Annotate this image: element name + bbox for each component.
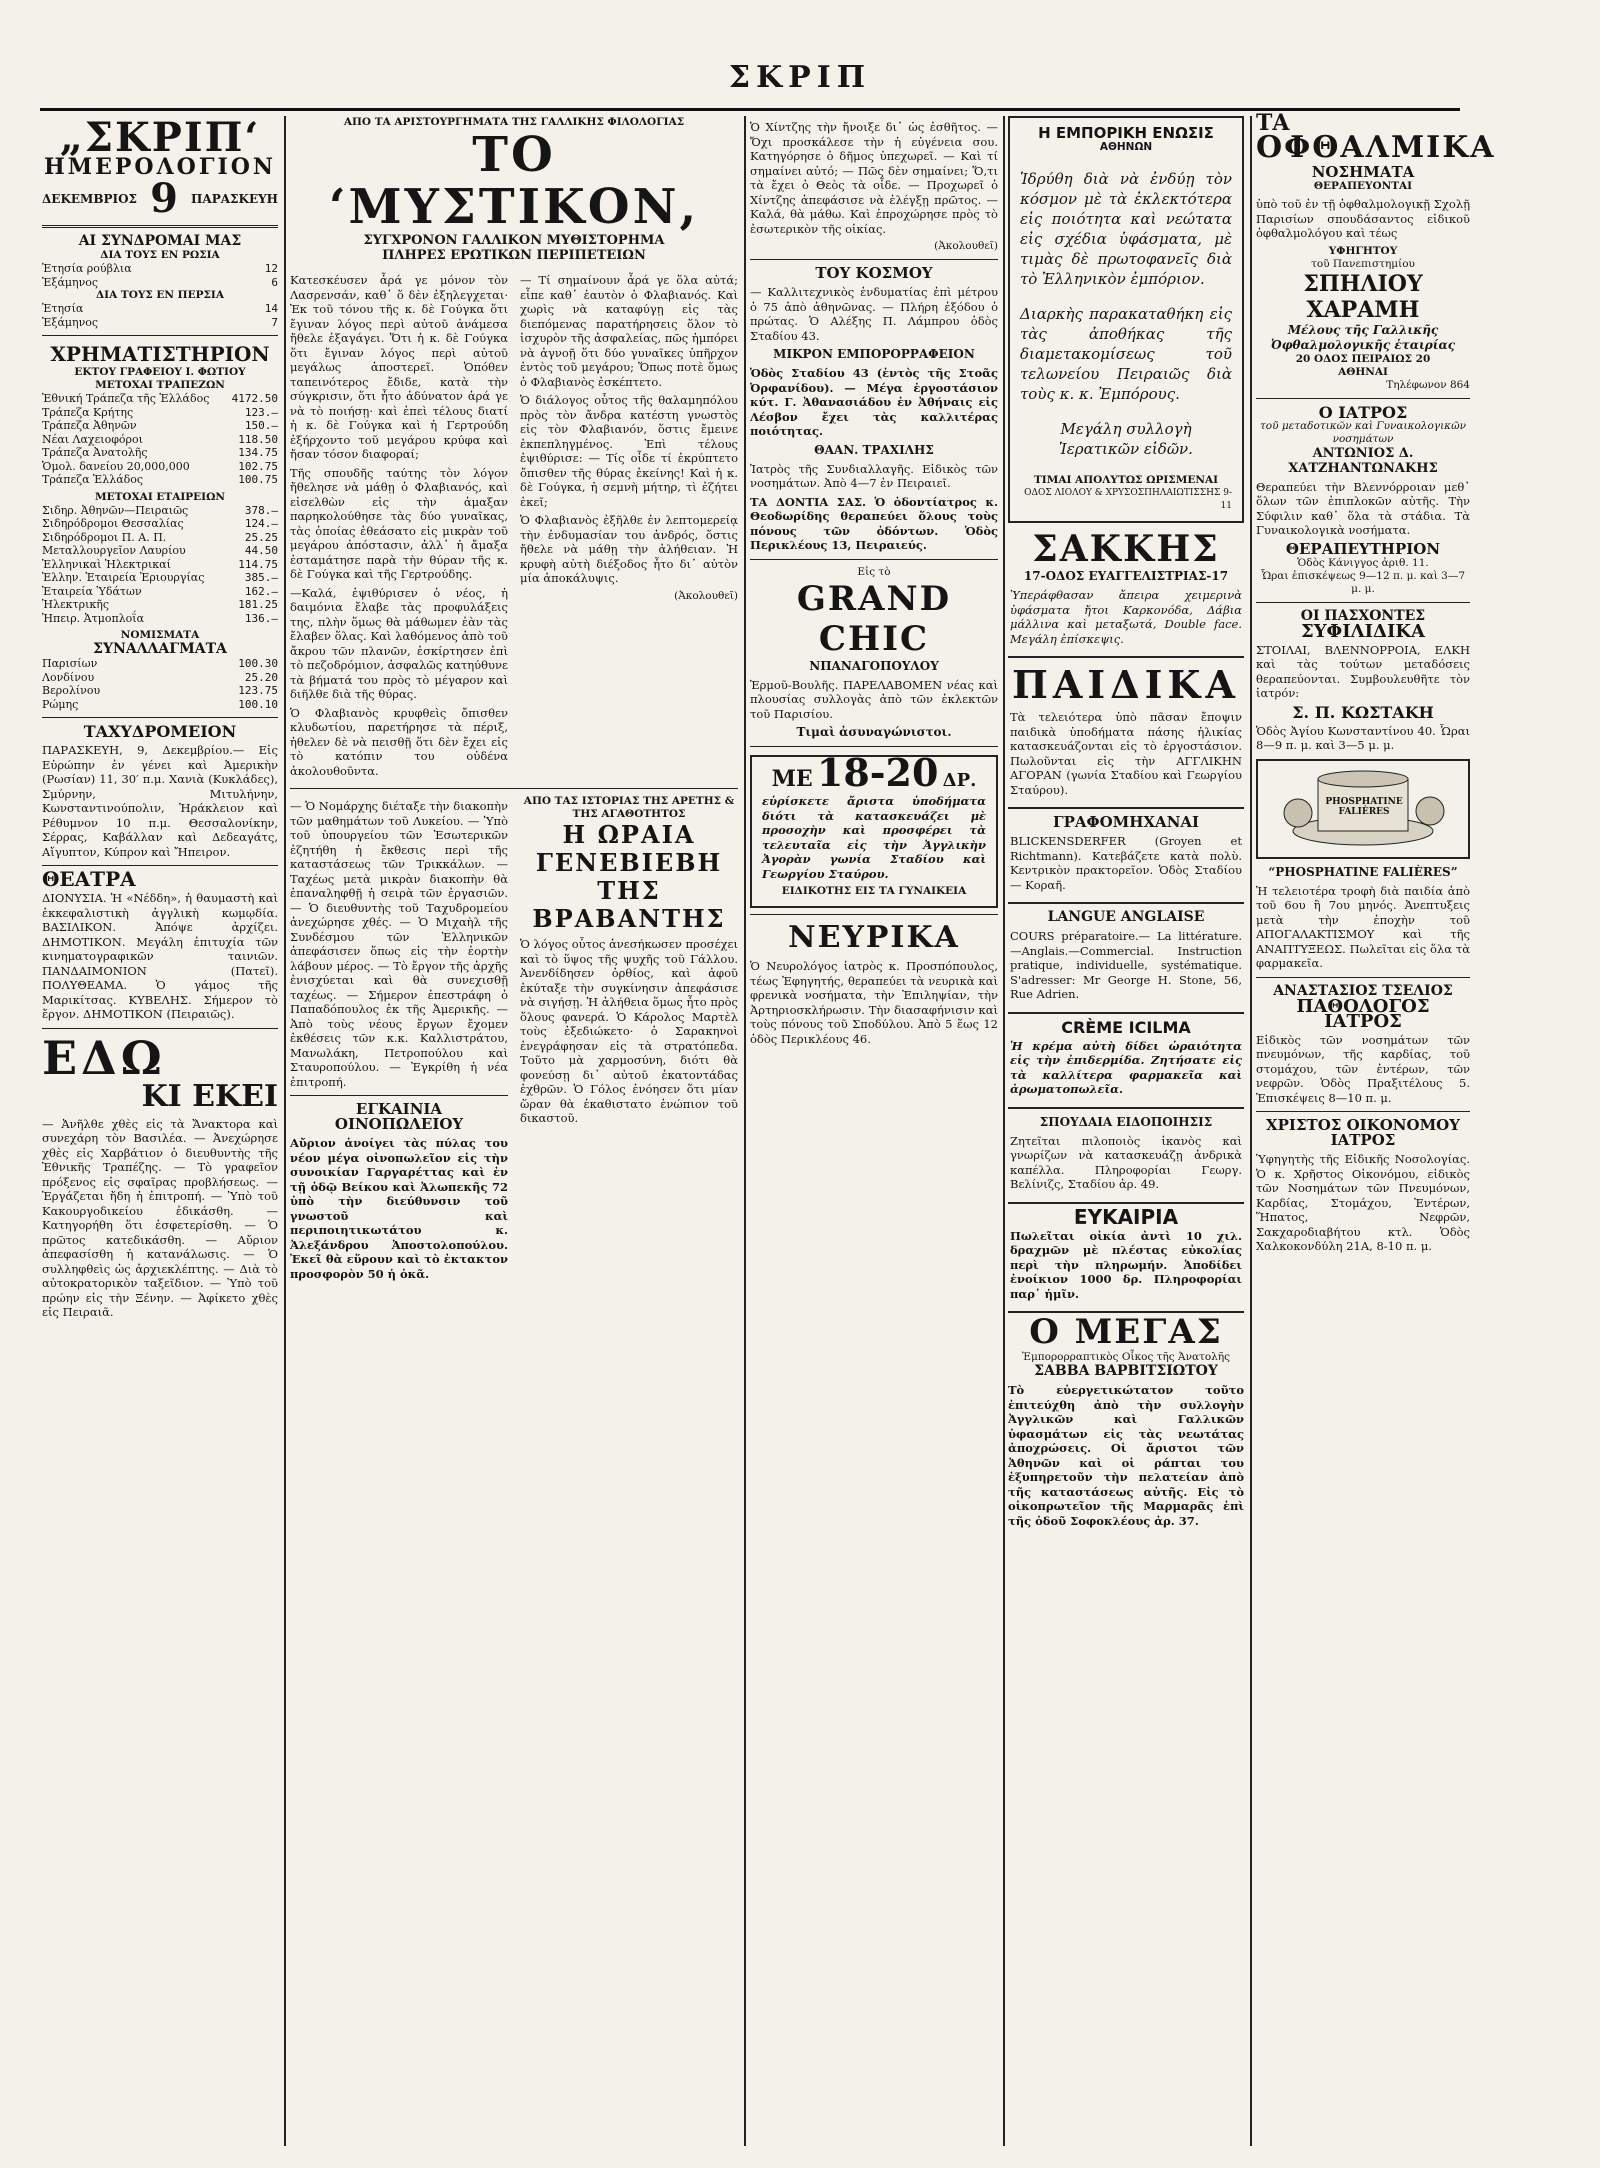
serial-columns xyxy=(290,269,738,782)
row-label: Τράπεζα Ἀνατολῆς xyxy=(42,446,148,459)
syphil-text: ΣΤΟΙΛΑΙ, ΒΛΕΝΝΟΡΡΟΙΑ, ΕΛΚΗ καὶ τὰς τούτων μεταδόσεις θεραπεύονται. Συμβουλευθῆτε τὸν ἰατρόν: xyxy=(1256,642,1470,700)
row-label: Ἐξάμηνος xyxy=(42,315,99,329)
row-label: Μεταλλουργεῖον Λαυρίου xyxy=(42,544,186,557)
row-value: 378.— xyxy=(244,503,278,517)
paragraph: Τῆς σπουδῆς ταύτης τὸν λόγον ἤθελησε νὰ μάθῃ ὁ Φλαβιανός, καὶ εἰσελθὼν εἰς τὴν ἁμαξαν παρηκολούθησε τὰς δύο γυναῖκας, τὰς ὁποίας ἐθεάσατο εἰς μικρὰν τοῦ μεγάρου ἀπόστασιν, ἀλλ᾽ ἡ ἄμαξα ἐσταμάτησε παρὰ τὴν θύραν τῆς κ. δὲ Γούγκα καὶ τῆς Γερτρούδης. xyxy=(290,465,508,581)
virtue-title-2: ΤΗΣ ΒΡΑΒΑΝΤΗΣ xyxy=(532,876,726,933)
shares-row xyxy=(42,531,278,545)
megas-subtitle: Ἐμπορορραπτικὸς Οἶκος τῆς Ἀνατολῆς xyxy=(1021,1351,1231,1363)
megas-title: Ο ΜΕΓΑΣ xyxy=(1029,1312,1223,1352)
virtue-text: Ὁ λόγος οὗτος ἀνεσήκωσεν προσέχει καὶ τὸ ὕψος τῆς ψυχῆς τοῦ Γάλλου. Ἀνενδίδησεν ὀρθίος, καὶ ἀφοῦ ἐκύταξε τὴν συγκίνησιν ἀπεφάσισε νὰ σιγήσῃ. Ἡ ἀλήθεια ὅμως ἦτο πρὸς ὅλους φανερά. Ὁ Κάρολος Μαρτὲλ τοὺς ἐξεδιώκετο· ὁ Σαρακηνοὶ ἐνεγράφησαν εἰς τὰ στρατόπεδα. Τοῦτο μὰ χαρμοσύνη, διότι θὰ φονεύσῃ δι᾽ αὐτοῦ ἐκατοντάδας ἐχθρῶν. Ὁ Γόλος ἐνόησεν ὅτι μίαν ὥραν θὰ ἐκαθιστατο ἐνώπιον τοῦ δικαστοῦ. xyxy=(520,937,738,1125)
story-continued: Ὁ Χίντζης τὴν ἤνοιξε δι᾽ ὡς ἐσθῆτος. — Ὄχι προσκάλεσε τὴν ἡ εὐγένεια σου. Κατηγόρησε ὁ δῆμος ὑπεχωρεῖ. — Καὶ τί σημαίνει αὐτό; — Πῶς δὲν σημαίνει; Ὅ,τι τὰ ἔχει ὁ Θεὸς τὰ οἶδε. — Προχωρεῖ ὁ Χίντζης ἀπεφάσισε νὰ ἐλέγξῃ πρῶτος. — Καλά, θὰ μάθω. Καὶ ἐπροχώρησε πρὸς τὸ ἐσωτερικὸν τῆς οἰκίας. xyxy=(750,120,998,236)
langue-title: LANGUE ANGLAISE xyxy=(1047,909,1205,925)
paragraph: Κατεσκέυσεν ἆρά γε μόνον τὸν Λασρενσάν, καθ᾽ ὅ δὲν ἐξηλεγχεται· Ἐκ τοῦ τόνου τῆς κ. δὲ Γούγκα ὅτι ἔγιναν λόγος περὶ αὐτοῦ ἀνάμεσα ἤθελε ἐξαγάγει. Ὅτι ἡ κ. δὲ Γούγκα ὅτι ἔγιναν λόγος περὶ αὐτοῦ μεγάλως ἀποστερεῖ. Ὁπόθεν ταπεινότερος ἔδιδε, κατὰ τὴν σύγκρισιν, ὅτι ἦτο ἀδύνατον ἀρά γε νὰ τὸ ποιήσῃ· καὶ ἐπεὶ τέλους διατί ἡ κ. δὲ Γούγκα καὶ ἡ Γερτρούδη ἐξήρχοντο τοῦ μεγάρου κρύφα καὶ ἤσαν τόσον διαφοραί; xyxy=(290,273,508,461)
shares-title: ΜΕΤΟΧΑΙ ΕΤΑΙΡΕΙΩΝ xyxy=(94,490,226,503)
row-label: Ὁμολ. δανείου 20,000,000 xyxy=(42,459,190,473)
column-divider xyxy=(1003,116,1005,2146)
ophth-ta: ΤΑ xyxy=(1256,110,1290,136)
union-text: Ἱδρύθη διὰ νὰ ἐνδύῃ τὸν κόσμον μὲ τὰ ἐκλεκτότερα εἰς ποιότητα καὶ νεώτατα εἰς σχέδια ὑφάσματα, μὲ τιμὰς δὲ πρωτοφανεῖς διὰ τὸ Ἑλληνικὸν ἐμπόριον. xyxy=(1020,170,1232,288)
creme-title: CRÈME ICILMA xyxy=(1061,1017,1191,1037)
ophth-address: 20 ΟΔΟΣ ΠΕΙΡΑΙΩΣ 20 xyxy=(1295,352,1431,365)
serial-subtitle: ΣΥΓΧΡΟΝΟΝ ΓΑΛΛΙΚΟΝ ΜΥΘΙΣΤΟΡΗΜΑ xyxy=(363,233,665,248)
coins-title: ΝΟΜΙΣΜΑΤΑ xyxy=(120,629,200,641)
sakkis-address: 17-ΟΔΟΣ ΕΥΑΓΓΕΛΙΣΤΡΙΑΣ-17 xyxy=(1023,569,1229,583)
row-value: 100.30 xyxy=(238,657,278,670)
almanac-date xyxy=(42,175,278,222)
shares-row xyxy=(42,558,278,572)
exchange-row xyxy=(42,473,278,487)
union-ad xyxy=(1008,116,1244,523)
column-divider xyxy=(1250,116,1252,2146)
divider xyxy=(1256,398,1470,399)
union-address: ΟΔΟΣ ΛΙΟΛΟΥ & ΧΡΥΣΟΣΠΗΛΑΙΩΤΙΣΣΗΣ 9-11 xyxy=(1024,488,1232,511)
pasxontes-title: ΟΙ ΠΑΣΧΟΝΤΕΣ xyxy=(1300,607,1426,624)
row-value: 181.25 xyxy=(238,598,278,611)
paragraph: Ὁ διάλογος οὗτος τῆς θαλαμηπόλου πρὸς τὸν ἄνδρα κατέστη γνωστὸς εἰς τὸν Φλαβιανόν, ὅστις ἔμεινε ἐκπεπληγμένος. Ἐπὶ τέλους ἐψιθύρισε: — Τίς οἶδε τί ἐκρύπτετο ὄπισθεν τῆς θύρας ἐκείνης! Καὶ ἡ κ. δὲ Γούγκα, ἡ σεμνὴ μήτηρ, τὶ ἐζήτει ἐκεῖ; xyxy=(520,393,738,509)
sakkis-title: ΣΑΚΚΗΣ xyxy=(1032,528,1220,570)
fx-row xyxy=(42,671,278,685)
row-value: 12 xyxy=(264,262,278,275)
shares-row xyxy=(42,504,278,518)
exchange-sub: ΕΚΤΟΥ ΓΡΑΦΕΙΟΥ Ι. ΦΩΤΙΟΥ xyxy=(74,366,246,378)
row-value: 100.75 xyxy=(238,473,278,486)
subscription-row xyxy=(42,276,278,290)
row-label: Ἐξάμηνος xyxy=(42,275,99,289)
exchange-row xyxy=(42,460,278,474)
iatros-title: Ο ΙΑΤΡΟΣ xyxy=(1318,402,1408,422)
shares-row xyxy=(42,544,278,558)
subscription-row xyxy=(42,302,278,316)
edo-title: ΕΔΩ xyxy=(42,1030,166,1085)
sale-price-line xyxy=(762,750,986,795)
exchange-row xyxy=(42,446,278,460)
union-text-2: Διαρκὴς παρακαταθήκη εἰς τὰς ἀποθήκας τῆς διαμετακομίσεως τοῦ τελωνείου Πειραιῶς διὰ τοὺς κ. κ. Ἐμπόρους. xyxy=(1020,305,1232,403)
fx-row xyxy=(42,698,278,712)
serial-subtitle-2: ΠΛΗΡΕΣ ΕΡΩΤΙΚΩΝ ΠΕΡΙΠΕΤΕΙΩΝ xyxy=(382,248,646,263)
edo-text: — Ἀνῆλθε χθὲς εἰς τὰ Ἄνακτορα καὶ συνεχάρη τὸν Βασιλέα. — Ἀνεχώρησε χθὲς εἰς Χαρβάτιον ὁ διευθυντὴς τῆς Ἐθνικῆς Τραπέζης. — Τὸ γραφεῖον πρόξενος εἰς σφαῖρας προβλήσεως. — Ἐργάζεται ἤδη ἡ ἐπιτροπή. — Ὑπὸ τοῦ Κακουργοδικείου ἐδικάσθη. — Κατηγορήθη ὅτι ἐσφετερίσθη. — Ὁ πρῶτος κατεδικάσθη. — Αὔριον ἀπεφασίσθη ἡ κατανάλωσις. — Ὁ συλληφθεὶς ὡς ἀρχιεκλέπτης. — Διὰ τὸ αὐτοκρατορικὸν ταξεῖδιον. — Ὑπὸ τοῦ πρώην εἰς τὴν Ξένην. — Ἀφίκετο χθὲς εἰς Πειραιᾶ. xyxy=(42,1116,278,1319)
eukairia-title: ΕΥΚΑΙΡΙΑ xyxy=(1073,1204,1179,1229)
tselios-title: ΠΑΘΟΛΟΓΟΣ ΙΑΤΡΟΣ xyxy=(1296,995,1430,1032)
theatre-title: ΘΕΑΤΡΑ xyxy=(42,867,136,891)
row-label: Ἑταιρεία Ὑδάτων xyxy=(42,584,142,598)
megas-text: Τὸ εὐεργετικώτατον τοῦτο ἐπιτεύχθη ἀπὸ τὴν συλλογὴν Ἀγγλικῶν καὶ Γαλλικῶν ὑφασμάτων εἰς τὰς νεωτάτας ἀποχρώσεις. Οἱ ἄριστοι τῶν Ἀθηνῶν καὶ οἱ ράπται του ἐξυπηρετοῦν τὴν πελατείαν ἀπὸ τῆς καταστάσεως αὐτῆς. Εἰς τὸ οἰκοπρωτεῖον τῆς Μαρμαρᾶς ἐπὶ τῆς ὁδοῦ Σοφοκλέους ἀρ. 37. xyxy=(1008,1383,1244,1528)
exchange-row xyxy=(42,419,278,433)
row-value: 114.75 xyxy=(238,557,278,571)
exchange-title: ΧΡΗΜΑΤΙΣΤΗΡΙΟΝ xyxy=(50,342,270,366)
shop-title: ΜΙΚΡΟΝ ΕΜΠΟΡΟΡΡΑΦΕΙΟΝ xyxy=(773,347,975,361)
typewriters-text: BLICKENSDERFER (Groyen et Richtmann). Κατεβάζετε κατὰ πολὺ. Κεντρικὸν πρακτορεῖον. Ὁδὸς Σταδίου — Κοραῆ. xyxy=(1010,834,1242,892)
news-col xyxy=(290,795,508,1285)
phosphatine-illustration xyxy=(1256,759,1470,859)
langue-ad xyxy=(1008,904,1244,1014)
paidika-title: ΠΑΙΔΙΚΑ xyxy=(1012,662,1240,707)
row-value: 124.— xyxy=(244,517,278,530)
spoudaia-title: ΣΠΟΥΔΑΙΑ ΕΙΔΟΠΟΙΗΣΙΣ xyxy=(1039,1114,1213,1129)
subscription-row xyxy=(42,316,278,330)
divider xyxy=(42,717,278,718)
divider xyxy=(750,746,998,747)
divider xyxy=(750,259,998,260)
column-doctors xyxy=(1256,110,1496,2146)
row-label: Λονδίνου xyxy=(42,670,95,684)
exchange-row xyxy=(42,433,278,447)
fx-row xyxy=(42,684,278,698)
divider xyxy=(1256,977,1470,978)
chic-intro: Εἰς τὸ xyxy=(857,565,891,578)
subscription-row xyxy=(42,262,278,276)
column-divider xyxy=(284,116,286,2146)
row-value: 100.10 xyxy=(238,697,278,711)
typewriters-title: ΓΡΑΦΟΜΗΧΑΝΑΙ xyxy=(1052,813,1200,831)
column-ads-b xyxy=(1008,116,1244,2146)
teeth-text: ΤΑ ΔΟΝΤΙΑ ΣΑΣ. Ὁ ὀδοντίατρος κ. Θεοδωρίδης θεραπεύει ὅλους τοὺς πόνους τῶν ὀδόντων. Ὁδὸς Περικλέους 13, Πειραιεύς. xyxy=(750,494,998,552)
sale-price: 18-20 xyxy=(816,750,939,795)
shop-text: Ὁδὸς Σταδίου 43 (ἐντὸς τῆς Στοᾶς Ὀρφανίδου). — Μέγα ἐργοστάσιον κύτ. Γ. Ἀθανασιάδου ἐν Ἀθήναις εἰς Λέσβον ἔχει τὰς καλλιτέρας ποιότητας. xyxy=(750,366,998,438)
serial-kicker: ΑΠΟ ΤΑ ΑΡΙΣΤΟΥΡΓΗΜΑΤΑ ΤΗΣ ΓΑΛΛΙΚΗΣ ΦΙΛΟΛΟΓΙΑΣ xyxy=(343,116,685,128)
continued-credit: (Ἀκολουθεῖ) xyxy=(934,240,998,252)
row-label: Ρώμης xyxy=(42,697,79,711)
spoudaia-ad xyxy=(1008,1109,1244,1204)
eukairia-text: Πωλεῖται οἰκία ἀντὶ 10 χιλ. δραχμῶν μὲ πλέστας εὐκολίας περὶ τὴν πληρωμήν. Ἀποδίδει ἐνοίκιον 1000 δρ. Πληροφορίαι παρ᾽ ἡμῖν. xyxy=(1010,1228,1242,1301)
row-value: 134.75 xyxy=(238,446,278,459)
tselios-name: ΑΝΑΣΤΑΣΙΟΣ ΤΣΕΛΙΟΣ xyxy=(1273,982,1453,999)
kostaki-text: Ὁδὸς Ἀγίου Κωνσταντίνου 40. Ὧραι 8—9 π. μ. καὶ 3—5 μ. μ. xyxy=(1256,723,1470,752)
serial-col-right xyxy=(520,269,738,782)
date-weekday: ΠΑΡΑΣΚΕΥΗ xyxy=(191,191,278,206)
date-month: ΔΕΚΕΜΒΡΙΟΣ xyxy=(42,191,138,206)
theatre-text: ΔΙΟΝΥΣΙΑ. Ἡ «Νέδδη», ἡ θαυμαστὴ καὶ ἐκκεφαλιστικὴ ἀγγλικὴ κωμῳδία. ΒΑΣΙΛΙΚΟΝ. Ἀπόψε ἀρχίζει. ΔΗΜΟΤΙΚΟΝ. Μεγάλη ἐπιτυχία τῶν κινηματογραφικῶν ταινιῶν. ΠΑΝΔΑΙΜΟΝΙΟΝ (Πατεῖ). ΠΟΛΥΘΕΑΜΑ. Ὁ γάμος τῆς Μαρικίτσας. ΚΥΒΕΛΗΣ. Σήμερον τὸ ἔργον. ΔΗΜΟΤΙΚΟΝ (Πειραιῶς). xyxy=(42,891,278,1021)
fx-title: ΣΥΝΑΛΛΑΓΜΑΤΑ xyxy=(93,641,227,657)
divider xyxy=(290,788,738,789)
post-title: ΤΑΧΥΔΡΟΜΕΙΟΝ xyxy=(83,722,237,741)
row-label: Ἑλλην. Ἑταιρεία Ἐριουργίας xyxy=(42,571,205,584)
row-value: 25.20 xyxy=(244,670,278,684)
lower-columns xyxy=(290,795,738,1285)
subscriptions-russia: ΔΙΑ ΤΟΥΣ ΕΝ ΡΩΣΙΑ xyxy=(100,249,220,261)
row-label: Σιδηρόδρομοι Π. Α. Π. xyxy=(42,530,167,544)
row-value: 44.50 xyxy=(244,544,278,557)
nevrika-text: Ὁ Νευρολόγος ἰατρὸς κ. Προσπόπουλος, τέως Ἐφηγητής, θεραπεύει τὰ νευρικὰ καὶ φρενικὰ νοσήματα, τὴν Ἐπιληψίαν, τὴν Ἀρτηριοσκλήρωσιν. Τὴν διασαφήνισιν καὶ τοὺς πόνους τοῦ Σποδύλου. Ἀπὸ 5 ἕως 12 ὁδὸς Περικλέους 46. xyxy=(750,959,998,1046)
ophth-university: τοῦ Πανεπιστημίου xyxy=(1311,257,1415,270)
iatros-subtitle: τοῦ μεταδοτικῶν καὶ Γυναικολογικῶν νοσημάτων xyxy=(1259,419,1467,445)
oinopoleio-title: ΕΓΚΑΙΝΙΑ ΟΙΝΟΠΩΛΕΙΟΥ xyxy=(334,1100,464,1133)
row-label: Νέαι Λαχειοφόροι xyxy=(42,432,143,446)
sale-suffix: ΔΡ. xyxy=(942,770,977,791)
continued-credit: (Ἀκολουθεῖ) xyxy=(674,589,738,602)
ophth-title: ΟΦΘΑΛΜΙΚΑ xyxy=(1256,130,1496,165)
world-title: ΤΟΥ ΚΟΣΜΟΥ xyxy=(815,264,933,282)
sale-ad xyxy=(750,750,998,908)
chic-title: GRAND CHIC xyxy=(796,578,952,659)
fx-row xyxy=(42,657,278,671)
paragraph: Ὁ Φλαβιανὸς ἐξῆλθε ἐν λεπτομερείᾳ τὴν ἐνδυμασίαν του ἀνδρός, ὅστις ἤθελε νὰ μάθῃ τὴν ἀλήθειαν. Ἡ κρυφὴ αὐτὴ διέξοδος ἦτο δι᾽ αὐτὸν μία ἀποκάλυψις. xyxy=(520,513,738,585)
tselios-text: Εἰδικὸς τῶν νοσημάτων τῶν πνευμόνων, τῆς καρδίας, τοῦ στομάχου, τῶν ἐντέρων, τῶν νεφρῶν. Ὁδὸς Πραξιτέλους 5. Ἐπισκέψεις 8—10 π. μ. xyxy=(1256,1032,1470,1105)
paragraph: Ὁ Φλαβιανὸς κρυφθεὶς ὄπισθεν κλυδωτίου, παρετήρησε τὰ πέριξ, ἠθελεν δὲ νὰ πεισθῇ ὅτι δὲν ἔχει εἰς τὸ κατόπιν του οὐδένα ἀκολουθοῦντα. xyxy=(290,705,508,778)
row-value: 162.— xyxy=(244,584,278,598)
exchange-row xyxy=(42,406,278,420)
shares-row xyxy=(42,598,278,612)
row-label: Ἠπειρ. Ἀτμοπλοΐα xyxy=(42,611,145,625)
serial-title: ΤΟ ‘ΜΥΣΤΙΚΟΝ, xyxy=(328,127,700,235)
shares-row xyxy=(42,585,278,599)
iatros-hours: Ὧραι ἐπισκέψεως 9—12 π. μ. καὶ 3—7 μ. μ. xyxy=(1260,569,1466,595)
column-ads-a xyxy=(750,116,998,2146)
sale-text: εὑρίσκετε ἄριστα ὑποδήματα διότι τὰ κατασκευάζει μὲ προσοχὴν καὶ προσφέρει τὰ τελευταῖα εἰς τὴν Ἀγγλικὴν Ἀγορὰν γωνία Σταδίου καὶ Γεωργίου Σταύρου. xyxy=(762,794,986,881)
divider xyxy=(42,865,278,866)
row-label: Τράπεζα Ἑλλάδος xyxy=(42,473,144,486)
divider xyxy=(750,559,998,560)
row-value: 123.75 xyxy=(238,684,278,697)
union-prices: ΤΙΜΑΙ ΑΠΟΛΥΤΩΣ ΩΡΙΣΜΕΝΑΙ xyxy=(1033,474,1218,486)
row-value: 102.75 xyxy=(238,459,278,473)
union-text-3: Μεγάλη συλλογὴ Ἱερατικῶν εἰδῶν. xyxy=(1059,420,1193,458)
divider xyxy=(1256,1111,1470,1112)
almanac-title: „ΣΚΡΙΠ‘ xyxy=(59,114,261,161)
divider xyxy=(42,335,278,336)
phosphatine-caption: “PHOSPHATINE FALIÈRES” xyxy=(1268,864,1458,879)
shares-row xyxy=(42,612,278,626)
thaan-text: Ἰατρὸς τῆς Συνδιαλλαγῆς. Εἰδικὸς τῶν νοσημάτων. Ἀπὸ 4—7 ἐν Πειραιεῖ. xyxy=(750,461,998,490)
world-text: — Καλλιτεχνικὸς ἐνδυματίας ἐπὶ μέτρου ὁ 75 ἀπὸ ἀθηνῶνας. — Πλήρη ἐξόδου ὁ πρώτας. Ὁ Αλέξης Π. Λάμπρου ὁδὸς Σταδίου 43. xyxy=(750,285,998,343)
exchange-row xyxy=(42,392,278,406)
ophth-name: ΣΠΗΛΙΟΥ ΧΑΡΑΜΗ xyxy=(1303,270,1423,323)
thaan-title: ΘΑΑΝ. ΤΡΑΧΙΛΗΣ xyxy=(814,442,934,457)
row-label: Σιδηρ. Ἀθηνῶν—Πειραιῶς xyxy=(42,503,189,517)
paidika-ad xyxy=(1008,658,1244,809)
iatros-address: Ὁδὸς Κάνιγγος ἀριθ. 11. xyxy=(1297,556,1429,569)
sakkis-text: Ὑπεράφθασαν ἄπειρα χειμερινὰ ὑφάσματα ἤτοι Καρκονόδα, Δάβια μάλλινα καὶ μεταξωτά, Double face. Μεγάλη ἐπίσκεψις. xyxy=(1010,588,1242,646)
megas-ad xyxy=(1008,1313,1244,1528)
row-value: 123.— xyxy=(244,405,278,419)
paidika-text: Τὰ τελειότερα ὑπὸ πᾶσαν ἔποψιν παιδικὰ ὑποδήματα πάσης ἡλικίας κατασκευάζονται εἰς τὸ ἐργοστάσιον. Πωλοῦνται εἰς τὴν ΑΓΓΛΙΚΗΝ ΑΓΟΡΑΝ (γωνία Σταδίου καὶ Γεωργίου Σταύρου). xyxy=(1010,710,1242,797)
ophth-role: ΥΦΗΓΗΤΟΥ xyxy=(1328,244,1398,257)
megas-name: ΣΑΒΒΑ ΒΑΡΒΙΤΣΙΩΤΟΥ xyxy=(1034,1363,1218,1379)
news-text: — Ὁ Νομάρχης διέταξε τὴν διακοπὴν τῶν μαθημάτων τοῦ Λυκείου. — Ὑπὸ τοῦ ὑπουργείου τῶν Ἐσωτερικῶν ἐζητήθη ἡ ἔκθεσις περὶ τῆς καταστάσεως τῶν Τρικκάλων. — Ταχέως μετὰ μικρὰν διακοπὴν θὰ ἐπαναληφθῇ ἡ σειρὰ τῶν ἐργασιῶν. — Ὁ διευθυντὴς τοῦ Ταχυδρομείου ἀνεχώρησε χθές. — Ὁ Μιχαὴλ τῆς Συνδέσμου τῶν Ἑλληνικῶν ἀπεφάσισεν ὅπως εἰς τὴν ἑορτὴν λάβουν μέρος. — Τὸ ἔργον τῆς ἀρχῆς ἐνισχύεται καὶ θὰ συνεχισθῇ ταχέως. — Σήμερον ἐπεστράφη ὁ Παπαδόπουλος ἐκ τῆς Ἀμερικῆς. — Ἀπὸ τοὺς νέους ἔργων ἔχομεν ἐκθέσεις τῶν κ.κ. Καλλιστράτου, Μανωλάκη, Πετροπούλου καὶ Σταυροπούλου. — Ἐγκρίθη ἡ νέα ἐπιτροπή. xyxy=(290,799,508,1089)
row-label: Σιδηρόδρομοι Θεσσαλίας xyxy=(42,517,184,530)
divider xyxy=(42,225,278,228)
column-serial xyxy=(290,116,738,2146)
row-value: 6 xyxy=(271,275,278,289)
iatros-name: ΑΝΤΩΝΙΟΣ Δ. ΧΑΤΖΗΑΝΤΩΝΑΚΗΣ xyxy=(1288,445,1438,476)
shares-row xyxy=(42,517,278,531)
phosphatine-label: PHOSPHATINE FALIÈRES xyxy=(1325,796,1403,817)
oinopoleio-text: Αὔριον ἀνοίγει τὰς πύλας του νέον μέγα οἰνοπωλεῖον εἰς τὴν συνοικίαν Γαργαρέττας καὶ ἐν τῇ ὁδῷ Βείκου καὶ Ἀλωπεκῆς 72 ὑπὸ τὴν διεύθυνσιν τοῦ γνωστοῦ καὶ περιποιητικωτάτου κ. Ἀλεξάνδρου Ἀποστολοπούλου. Ἐκεῖ θὰ εὕρουν καὶ τὸ ἐκτακτον προσφορὸν 50 ἡ ὀκᾶ. xyxy=(290,1136,508,1281)
union-city: ΑΘΗΝΩΝ xyxy=(1099,141,1153,153)
virtue-col xyxy=(520,795,738,1285)
row-label: Παρισίων xyxy=(42,657,98,670)
row-label: Ἠλεκτρικῆς xyxy=(42,598,110,611)
masthead-title: ΣΚΡΙΠ xyxy=(728,60,872,95)
row-value: 4172.50 xyxy=(231,392,278,405)
row-label: Τράπεζα Ἀθηνῶν xyxy=(42,419,137,432)
row-value: 14 xyxy=(264,302,278,315)
post-text: ΠΑΡΑΣΚΕΥΗ, 9, Δεκεμβρίου.— Εἰς Εὐρώπην ἐν γένει καὶ Ἀμερικὴν (Ρωσίαν) 11, 30′ π.μ. Χανιὰ (Κυκλάδες), Σμύρνην, Μιτυλήνην, Κωνσταντινούπολιν, Ἡράκλειον καὶ Ρέθυμνον 10 π.μ. Θεσσαλονίκην, Σέρρας, Καβάλλαν καὶ Δεδεαγάτς, Αἴγυπτον, Κύπρον καὶ Ἤπειρον. xyxy=(42,743,278,859)
almanac-subtitle: ΗΜΕΡΟΛΟΓΙΟΝ xyxy=(43,154,277,180)
divider xyxy=(290,1095,508,1096)
kostaki-name: Σ. Π. ΚΩΣΤΑΚΗ xyxy=(1292,702,1434,722)
eukairia-ad xyxy=(1008,1204,1244,1314)
virtue-kicker: ΑΠΟ ΤΑΣ ΙΣΤΟΡΙΑΣ ΤΗΣ ΑΡΕΤΗΣ & ΤΗΣ ΑΓΑΘΟΤΗΤΟΣ xyxy=(523,795,735,820)
virtue-title: Η ΩΡΑΙΑ ΓΕΝΕΒΙΕΒΗ xyxy=(535,820,723,877)
row-value: 150.— xyxy=(244,419,278,432)
creme-ad xyxy=(1008,1014,1244,1109)
oikonomou-name: ΧΡΙΣΤΟΣ ΟΙΚΟΝΟΜΟΥ xyxy=(1266,1116,1460,1134)
oikonomou-title: ΙΑΤΡΟΣ xyxy=(1330,1131,1396,1149)
langue-text: COURS préparatoire.— La littérature.—Anglais.—Commercial. Instruction pratique, individuelle, systématique. S'adresser: Mr George H. Stone, 56, Rue Adrien. xyxy=(1010,929,1242,1001)
divider xyxy=(1256,602,1470,603)
creme-text: Ἡ κρέμα αὐτὴ δίδει ὡραιότητα εἰς τὴν ἐπιδερμίδα. Ζητήσατε εἰς τὰ καλλίτερα φαρμακεῖα καὶ ἀρωματοπωλεῖα. xyxy=(1010,1038,1242,1096)
subscriptions-persia: ΔΙΑ ΤΟΥΣ ΕΝ ΠΕΡΣΙΑ xyxy=(96,289,224,301)
chic-subtitle: ΝΠΑΝΑΓΟΠΟΥΛΟΥ xyxy=(809,658,939,673)
subscriptions-title: ΑΙ ΣΥΝΔΡΟΜΑΙ ΜΑΣ xyxy=(78,233,242,249)
union-title: Η ΕΜΠΟΡΙΚΗ ΕΝΩΣΙΣ xyxy=(1038,124,1214,142)
phosphatine-text: Ἡ τελειοτέρα τροφὴ διὰ παιδία ἀπὸ τοῦ 6ου ἢ 7ου μηνός. Ἀνεπτυξεις μετὰ τὴν ἐποχὴν τοῦ ΑΠΟΓΑΛΑΚΤΙΣΜΟΥ καὶ τῆς ΑΝΑΠΤΥΞΕΩΣ. Πωλεῖται εἰς ὅλα τὰ φαρμακεῖα. xyxy=(1256,883,1470,970)
top-rule xyxy=(40,108,1460,111)
row-label: Βερολίνου xyxy=(42,684,101,697)
paragraph: — Τί σημαίνουν ἆρά γε ὅλα αὐτά; εἶπε καθ᾽ ἑαυτὸν ὁ Φλαβιανός. Καὶ χωρὶς νὰ καταφύγῃ εἰς τὰς διεπόμενας παρατήρησεις ὅλον τὸ ἰσχυρὸν τῆς ἀσφαλείας, πῶς ἠμπόρει νὰ ἀγνοῇ ὅτι δύο γυναῖκες ὑπῆρχον ἐντὸς τοῦ μεγάρου; Ὅπως ποτὲ ὅμως ὁ Φλαβιανὸς ἐσκέπτετο. xyxy=(520,273,738,389)
spoudaia-text: Ζητεῖται πιλοποιὸς ἱκανὸς καὶ γνωρίζων νὰ κατασκευάζῃ ἀνδρικὰ καπέλλα. Πληροφορίαι Γεωργ. Βελίνιζς, Σταδίου ἀρ. 49. xyxy=(1010,1133,1242,1191)
chic-text: Ἑρμοῦ-Βουλῆς. ΠΑΡΕΛΑΒΟΜΕΝ νέας καὶ πλουσίας συλλογὰς ἀπὸ τῶν ἐκλεκτῶν τοῦ Παρισίου. xyxy=(750,677,998,721)
row-value: 118.50 xyxy=(238,432,278,446)
iatros-clinic: ΘΕΡΑΠΕΥΤΗΡΙΟΝ xyxy=(1285,539,1441,558)
exchange-sub2: ΜΕΤΟΧΑΙ ΤΡΑΠΕΖΩΝ xyxy=(95,379,225,391)
row-value: 7 xyxy=(271,315,278,329)
chic-prices: Τιμαὶ ἀσυναγώνιστοι. xyxy=(796,725,952,739)
row-label: Ἐθνική Τράπεζα τῆς Ἑλλάδος xyxy=(42,392,210,405)
syphil-title: ΣΥΦΙΛΙΔΙΚΑ xyxy=(1300,620,1426,642)
sakkis-ad xyxy=(1008,523,1244,658)
sale-prefix: ΜΕ xyxy=(771,766,813,792)
row-label: Τράπεζα Κρήτης xyxy=(42,405,134,419)
divider xyxy=(42,1028,278,1029)
oikonomou-text: Ὑφηγητὴς τῆς Εἰδικῆς Νοσολογίας. Ὁ κ. Χρῆστος Οἰκονόμου, εἰδικὸς τῶν Νοσημάτων τῶν Πνευμόνων, Καρδίας, Στομάχου, Ἐντέρων, Ἥπατος, Νεφρῶν, Σακχαροδιαβήτου κτλ. Ὁδὸς Χαλκοκονδύλη 21Α, 8-10 π. μ. xyxy=(1256,1152,1470,1253)
ophth-text: ὑπὸ τοῦ ἐν τῇ ὀφθαλμολογικῇ Σχολῇ Παρισίων σπουδάσαντος εἰδικοῦ ὀφθαλμολόγου καὶ τέως xyxy=(1256,197,1470,240)
shares-row xyxy=(42,571,278,585)
row-label: Ἐτησία ρούβλια xyxy=(42,262,132,275)
nevrika-title: ΝΕΥΡΙΚΑ xyxy=(788,920,960,955)
divider xyxy=(750,914,998,915)
serial-col-left xyxy=(290,269,508,782)
iatros-text: Θεραπεύει τὴν Βλεννόρροιαν μεθ᾽ ὅλων τῶν ἐπιπλοκῶν αὐτῆς. Τὴν Σύφιλιν καθ᾽ ὅλα τὰ στάδια. Τὰ Γυναικολογικὰ νοσήματα. xyxy=(1256,479,1470,537)
row-value: 25.25 xyxy=(244,530,278,544)
column-almanac xyxy=(42,116,278,2146)
ophth-city: ΑΘΗΝΑΙ xyxy=(1338,365,1388,378)
paragraph: —Καλά, ἐψιθύρισεν ὁ νέος, ἡ δαιμόνια ἔλαβε τὰς προφυλάξεις της, πλὴν ὅμως θὰ μάθωμεν ἐὰν τὰς ἔλαβεν ὅλας. Καὶ λαθόμενος ἀπὸ τοῦ ἄκρου τῶν πλανῶν, ἐσκίρτησεν ἐπὶ τὸ πεζοδρόμιον, ἀσφαλῶς κατηύθυνε τὰ βήματά του πρὸς τὸ μέγαρον καὶ διῆλθε διὰ τῆς θύρας. xyxy=(290,585,508,701)
ophth-member: Μέλους τῆς Γαλλικῆς Ὀφθαλμολογικῆς ἑταιρίας xyxy=(1270,322,1456,352)
ophth-subtitle-2: ΘΕΡΑΠΕΥΟΝΤΑΙ xyxy=(1313,180,1413,192)
date-day: 9 xyxy=(150,175,178,222)
row-label: Ἐτησία xyxy=(42,302,84,315)
edo-title-2: ΚΙ ΕΚΕΙ xyxy=(141,1078,278,1114)
ophth-phone: Τηλέφωνον 864 xyxy=(1386,378,1470,391)
ophth-subtitle: ΝΟΣΗΜΑΤΑ xyxy=(1311,163,1415,181)
sale-footer: ΕΙΔΙΚΟΤΗΣ ΕΙΣ ΤΑ ΓΥΝΑΙΚΕΙΑ xyxy=(781,885,967,897)
row-label: Ἑλληνικαὶ Ἠλεκτρικαί xyxy=(42,557,171,571)
row-value: 385.— xyxy=(244,571,278,584)
typewriters-ad xyxy=(1008,809,1244,904)
row-value: 136.— xyxy=(244,611,278,625)
column-divider xyxy=(744,116,746,2146)
